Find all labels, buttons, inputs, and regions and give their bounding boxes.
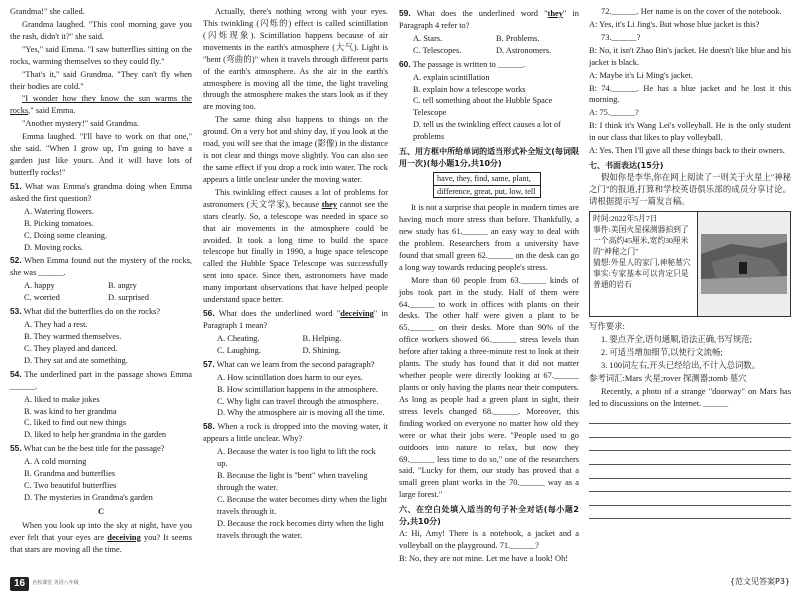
- option[interactable]: A. Stars.: [413, 33, 443, 43]
- question-53: 53. What did the butterflies do on the rocks? A. They had a rest. B. They warmed themselves. C. They played and danced. D. They sat and ate something.: [10, 306, 192, 367]
- answer-reference: {范文见答案P3}: [729, 576, 790, 586]
- option[interactable]: C. Laughing.: [217, 345, 261, 355]
- option[interactable]: A. happy: [24, 281, 55, 291]
- writing-line[interactable]: [589, 451, 791, 465]
- writing-line[interactable]: [589, 465, 791, 479]
- writing-lines[interactable]: [589, 411, 791, 520]
- option[interactable]: C. Because the water becomes dirty when the light travels through it.: [217, 494, 388, 516]
- underlined-word: they: [321, 199, 338, 209]
- option[interactable]: A. Because the water is too light to lift the rock up.: [217, 447, 376, 469]
- option[interactable]: D. Astronomers.: [496, 45, 552, 55]
- option[interactable]: C. Telescopes.: [413, 45, 462, 55]
- question-55: 55. What can be the best title for the passage? A. A cold morning B. Grandma and butterflies C. Two beautiful butterflies D. The mysteries in Grandma's garden: [10, 443, 192, 504]
- writing-line[interactable]: [589, 506, 791, 520]
- word-box: [433, 172, 541, 198]
- option[interactable]: C. liked to find out new things: [24, 418, 127, 428]
- option[interactable]: A. How scintillation does harm to our eyes.: [217, 372, 363, 382]
- column-1: [10, 6, 192, 557]
- option[interactable]: D. surprised: [108, 293, 149, 303]
- requirement: 3. 100词左右,开头已经给出,不计入总词数。: [601, 360, 761, 370]
- writing-line[interactable]: [589, 411, 791, 425]
- option[interactable]: A. They had a rest.: [24, 320, 88, 330]
- question-54: 54. The underlined part in the passage shows Emma ______. A. liked to make jokes B. was kind to her grandma C. liked to find out new things D. liked to help her grandma in the garden: [10, 368, 192, 440]
- word-box-row: have, they, find, same, plant,: [434, 173, 540, 186]
- paragraph: Actually, there's nothing wrong with your eyes. This twinkling (闪烁的) effect is called scintillation (闪烁现象). Scintillation happens because of air movements in the earth's atmosphere (大气). Light is "bent (弯曲的)" when it travels through different parts of the earth's atmosphere. As the air in the earth's atmosphere is moving all the time, the light traveling through the atmosphere makes the stars look as if they are moving too.: [203, 7, 388, 112]
- paragraph: This twinkling effect causes a lot of problems for astronomers (天文学家), because they cannot see the stars clearly. So, a telescope was needed in space so that air movements in the atmosphere could be avoided. It took a long time to build the space telescope but finally in 1990, a huge space telescope called the Hubble Space Telescope was successfully sent into space. Since then, astronomers have made many important observations that have helped people understand space better.: [203, 187, 389, 305]
- section-5-heading: 五、用方框中所给单词的适当形式补全短文(每词限用一次)(每小题1分,共10分): [399, 147, 579, 168]
- option[interactable]: B. angry: [108, 281, 137, 291]
- paragraph: "Another mystery!" said Grandma.: [22, 119, 140, 129]
- column-3: [399, 6, 579, 566]
- section-7-heading: 七、书面表达(15分): [589, 161, 664, 171]
- option[interactable]: A. liked to make jokes: [24, 394, 100, 404]
- dialog-line: 73.______?: [601, 32, 641, 42]
- option[interactable]: B. How scintillation happens in the atmosphere.: [217, 384, 378, 394]
- column-2: [203, 6, 388, 542]
- paragraph: The same thing also happens to things on the ground. On a very hot and shiny day, if you look at the road, you will see that the image (影像) in the distance is not clear and things move slightly. You can also see the same effect if you drop a rock into water. The rock appears a little unclear under the moving water.: [203, 115, 388, 184]
- option[interactable]: B. Picking tomatoes.: [24, 218, 94, 228]
- dialog-line: A: Maybe it's Li Ming's jacket.: [589, 70, 693, 80]
- option[interactable]: B. Grandma and butterflies: [24, 469, 116, 479]
- writing-prompt: 假如你是李华,你在网上阅读了一则关于火星上"神秘之门"的报道,打算和学校英语俱乐部的成员分享讨论。请根据提示写一篇发言稿。: [589, 173, 791, 207]
- option[interactable]: A. explain scintillation: [413, 72, 490, 82]
- option[interactable]: C. Two beautiful butterflies: [24, 481, 117, 491]
- option[interactable]: C. worried: [24, 293, 60, 303]
- requirement: 2. 可适当增加细节,以使行文流畅;: [601, 348, 723, 358]
- option[interactable]: B. Helping.: [302, 333, 342, 343]
- page-number: [10, 577, 79, 591]
- page-number-badge: 16: [10, 577, 29, 591]
- question-60: 60. The passage is written to ______. A. explain scintillation B. explain how a telescope works C. tell something about the Hubble Space Telescope D. tell us the twinkling effect causes a lot of problems: [399, 59, 579, 143]
- cloze-paragraph: More than 60 people from 63.______ kinds of jobs took part in the study. Half of them were 64.______ to work in offices with plants on their desks. The other half were given a plant to be 65.______ on their desks. More than 90% of the office workers showed 66.______ stress levels than before after taking a three-minute rest to look at their plants. The study has found that it did not matter whether people were directly looking at 67.______ plants or only having the plants near their computers. As long as people had a green plant in sight, their stress levels changed 68.______. Moreover, this finding worked on everyone no matter how old they were or what their jobs were. "People used to go outdoors into nature to relax, but now they 69.______ less time to do so," one of the researchers said. "Lucky for them, our study has proved that a small green plant works in the 70.______ way as a large forest.": [399, 275, 579, 500]
- question-57: 57. What can we learn from the second paragraph? A. How scintillation does harm to our eyes. B. How scintillation happens in the atmosphere. C. Why light can travel through the atmosphere. D. Why the atmosphere air is moving all the time.: [203, 359, 388, 420]
- question-59: 59. What does the underlined word "they" in Paragraph 4 refer to? A. Stars. B. Problems. C. Telescopes. D. Astronomers.: [399, 8, 579, 55]
- mars-photo: [698, 212, 790, 316]
- option[interactable]: A. Watering flowers.: [24, 206, 94, 216]
- dialog-line: A: Hi, Amy! There is a notebook, a jacket and a volleyball on the playground. 71.______?: [399, 528, 579, 550]
- question-51: 51. What was Emma's grandma doing when Emma asked the first question? A. Watering flowers. B. Picking tomatoes. C. Doing some cleaning. D. Moving rocks.: [10, 180, 192, 252]
- dialog-line: A: 75.______?: [589, 108, 639, 118]
- mars-rock-image: [701, 234, 787, 294]
- option[interactable]: D. They sat and ate something.: [24, 355, 128, 365]
- dialog-line: A: Yes. Then I'll give all these things back to their owners.: [589, 146, 785, 156]
- question-58: 58. When a rock is dropped into the moving water, it appears a little unclear. Why? A. Because the water is too light to lift the rock up. B. Because the light is "bent" when traveling through the water. C. Because the water becomes dirty when the light travels through it. D. Because the rock becomes dirty when the light travels through the water.: [203, 421, 388, 540]
- option[interactable]: A. Cheating.: [217, 333, 260, 343]
- dialog-line: B: No, it isn't Zhao Bin's jacket. He doesn't like blue and his jacket is black.: [589, 45, 791, 67]
- column-4: [589, 6, 791, 519]
- option[interactable]: B. explain how a telescope works: [413, 84, 526, 94]
- info-line: 事件:美国火星探测器拍到了一个高约45厘米,宽约30厘米的"神秘之门": [593, 225, 689, 256]
- option[interactable]: B. was kind to her grandma: [24, 406, 117, 416]
- section-6-heading: 六、在空白处填入适当的句子补全对话(每小题2分,共10分): [399, 505, 579, 526]
- option[interactable]: D. tell us the twinkling effect causes a lot of problems: [413, 120, 561, 142]
- underlined-word: deceiving: [107, 532, 141, 542]
- question-52: 52. When Emma found out the mystery of the rocks, she was ______. A. happy B. angry C. worried D. surprised: [10, 255, 192, 303]
- paragraph: Emma laughed. "I'll have to work on that one," she said. "When I grow up, I'm going to have a garden just like yours. And it will have lots of butterfly rocks!": [10, 132, 192, 177]
- word-box-row: difference, great, put, low, tell: [437, 186, 536, 196]
- option[interactable]: B. Problems.: [496, 33, 540, 43]
- paragraph: "Yes," said Emma. "I saw butterflies sitting on the rocks, warming themselves so they could fly.": [10, 44, 192, 66]
- option[interactable]: D. Why the atmosphere air is moving all the time.: [217, 408, 385, 418]
- info-line: 事实:专家基本可以肯定只是普通的岩石: [593, 268, 689, 289]
- requirement: 1. 要点齐全,语句通顺,语法正确,书写规范;: [601, 335, 752, 345]
- writing-line[interactable]: [589, 424, 791, 438]
- option[interactable]: D. Moving rocks.: [24, 242, 84, 252]
- dialog-line: B: No, they are not mine. Let me have a look! Oh!: [399, 553, 569, 563]
- paragraph: Grandma!" she called.: [10, 7, 85, 16]
- writing-line[interactable]: [589, 492, 791, 506]
- option[interactable]: D. Shining.: [302, 345, 341, 355]
- section-c-heading: C: [97, 506, 105, 516]
- info-box: [589, 211, 791, 317]
- option[interactable]: A. A cold morning: [24, 457, 87, 467]
- option[interactable]: C. Doing some cleaning.: [24, 230, 108, 240]
- requirements-title: 写作要求:: [589, 322, 625, 332]
- dialog-line: 72.______. Her name is on the cover of the notebook.: [601, 7, 782, 16]
- option[interactable]: C. They played and danced.: [24, 343, 118, 353]
- option[interactable]: B. They warmed themselves.: [24, 331, 122, 341]
- reference-vocab: 参考词汇:Mars 火星;rover 探测器;tomb 墓穴: [589, 373, 747, 383]
- option[interactable]: C. Why light can travel through the atmosphere.: [217, 396, 379, 406]
- option[interactable]: C. tell something about the Hubble Space Telescope: [413, 96, 553, 118]
- option[interactable]: B. Because the light is "bent" when traveling through the water.: [217, 471, 368, 492]
- option[interactable]: D. liked to help her grandma in the garden: [24, 430, 167, 440]
- dialog-line: B: I think it's Wang Lei's volleyball. He is the only student in our class that likes to play volleyball.: [589, 121, 791, 143]
- paragraph: Grandma laughed. "This cool morning gave you the rash, didn't it?" she said.: [10, 19, 192, 41]
- dialog-line: A: Yes, it's Li Jing's. But whose blue jacket is this?: [589, 19, 760, 29]
- paragraph: When you look up into the sky at night, have you ever felt that your eyes are deceiving you? It seems that stars are moving all the time.: [10, 520, 192, 554]
- option[interactable]: D. Because the rock becomes dirty when the light travels through the water.: [217, 518, 384, 540]
- info-line: 时间:2022年5月7日: [593, 214, 658, 224]
- writing-start: Recently, a photo of a strange "doorway" on Mars has led to discussions on the Internet. ______: [589, 386, 791, 408]
- option[interactable]: D. The mysteries in Grandma's garden: [24, 492, 153, 502]
- cloze-paragraph: It is not a surprise that people in modern times are having much more stress than before. Thankfully, a new study has 61.______ an easy way to deal with the problem. Researchers from a university have found that small green 62.______ on the desk can go a long way towards reducing people's stress.: [399, 203, 579, 272]
- paragraph: "I wonder how they know the sun warms the rocks," said Emma.: [10, 94, 192, 116]
- writing-line[interactable]: [589, 438, 791, 452]
- underlined-part: "I wonder how they know the sun warms the rocks: [10, 94, 192, 116]
- info-line: 猜想:外星人的家门,神秘墓穴: [593, 257, 691, 267]
- series-label: 名校课堂 英语八年级: [32, 580, 79, 587]
- question-56: 56. What does the underlined word "deceiving" in Paragraph 1 mean? A. Cheating. B. Helping. C. Laughing. D. Shining.: [203, 308, 388, 355]
- paragraph: "That's it," said Grandma. "They can't fly when their bodies are cold.": [10, 69, 192, 91]
- dialog-line: B: 74.______. He has a blue jacket and he lost it this morning.: [589, 83, 791, 105]
- writing-line[interactable]: [589, 479, 791, 493]
